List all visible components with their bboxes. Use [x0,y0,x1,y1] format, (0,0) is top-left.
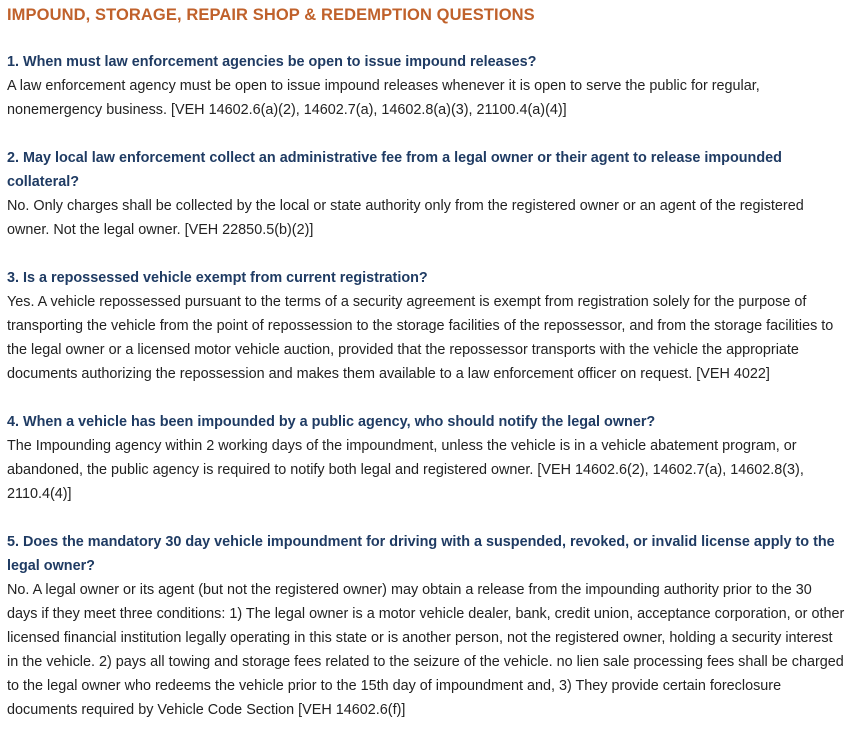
qa-item-5 [7,530,845,722]
question-1: 1. When must law enforcement agencies be open to issue impound releases? [7,54,537,70]
qa-item-1 [7,50,845,122]
answer-2: No. Only charges shall be collected by the local or state authority only from the registered owner or an agent of the registered owner. Not the legal owner. [VEH 22850.5(b)(2)] [7,198,804,238]
qa-item-4 [7,410,845,506]
document [7,0,845,722]
answer-5: No. A legal owner or its agent (but not the registered owner) may obtain a release from the impounding authority prior to the 30 days if they meet three conditions: 1) The legal owner is a motor vehicle dealer, bank, credit union, acceptance corporation, or other licensed financial institution legally operating in this state or is another person, not the registered owner, holding a security interest in the vehicle. 2) pays all towing and storage fees related to the seizure of the vehicle. no lien sale processing fees shall be charged to the legal owner who redeems the vehicle prior to the 15th day of impoundment and, 3) They provide certain foreclosure documents required by Vehicle Code Section [VEH 14602.6(f)] [7,582,845,718]
answer-1: A law enforcement agency must be open to issue impound releases whenever it is open to serve the public for regular, nonemergency business. [VEH 14602.6(a)(2), 14602.7(a), 14602.8(a)(3), 21100.4(a)(4)] [7,78,760,118]
question-5: 5. Does the mandatory 30 day vehicle impoundment for driving with a suspended, revoked, or invalid license apply to the legal owner? [7,534,835,574]
answer-4: The Impounding agency within 2 working days of the impoundment, unless the vehicle is in a vehicle abatement program, or abandoned, the public agency is required to notify both legal and registered owner. [VEH 14602.6(2), 14602.7(a), 14602.8(3), 2110.4(4)] [7,438,804,502]
qa-item-3 [7,266,845,386]
question-3: 3. Is a repossessed vehicle exempt from current registration? [7,270,428,286]
qa-item-2 [7,146,845,242]
answer-3: Yes. A vehicle repossessed pursuant to the terms of a security agreement is exempt from registration solely for the purpose of transporting the vehicle from the point of repossession to the storage facilities of the repossessor, and from the storage facilities to the legal owner or a licensed motor vehicle auction, provided that the repossessor transports with the vehicle the appropriate documents authorizing the repossession and makes them available to a law enforcement officer on request. [VEH 4022] [7,294,834,382]
question-4: 4. When a vehicle has been impounded by a public agency, who should notify the legal owner? [7,414,656,430]
question-2: 2. May local law enforcement collect an administrative fee from a legal owner or their agent to release impounded collateral? [7,150,782,190]
document-title: IMPOUND, STORAGE, REPAIR SHOP & REDEMPTION QUESTIONS [7,6,535,24]
